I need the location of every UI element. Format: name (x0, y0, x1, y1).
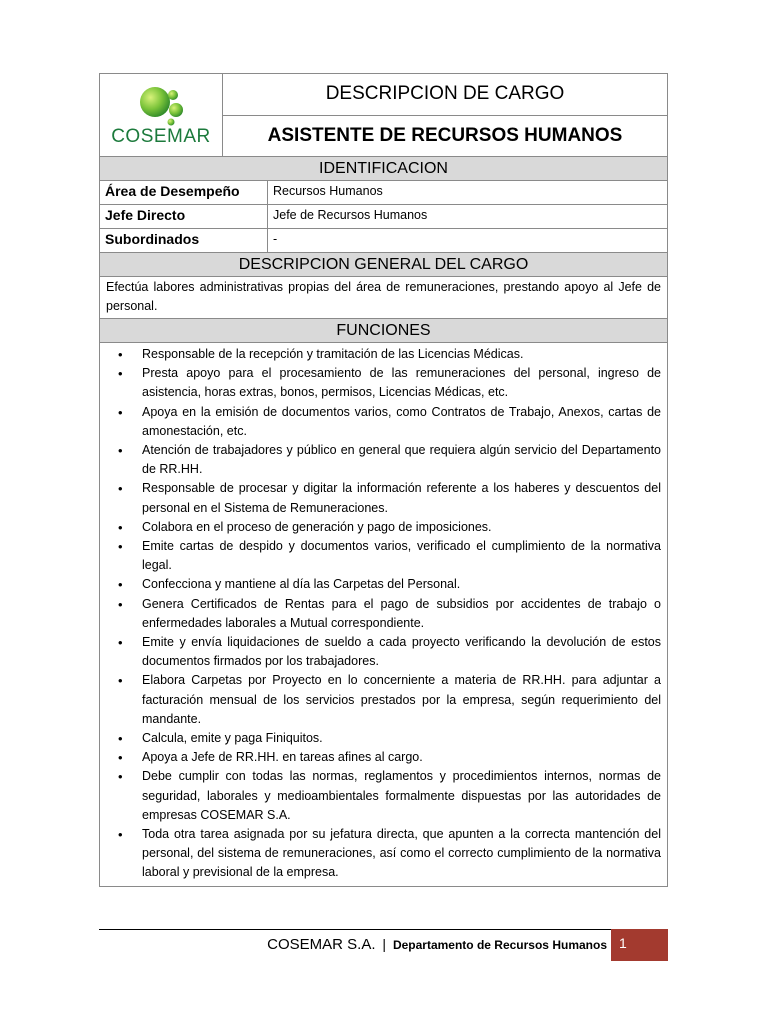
page-number-box (611, 929, 668, 961)
list-item: • Toda otra tarea asignada por su jefatura directa, que apunten a la correcta mantención del personal, del sistema de remuneraciones, así como el correcto cumplimiento de la normativa laboral y previsional de la empresa. (142, 825, 661, 883)
list-item: • Atención de trabajadores y público en general que requiera algún servicio del Departamento de RR.HH. (142, 441, 661, 479)
job-description-table (99, 73, 668, 887)
table-row (100, 229, 668, 253)
table-row (100, 181, 668, 205)
functions-cell (100, 343, 668, 887)
general-description-text: Efectúa labores administrativas propias del área de remuneraciones, prestando apoyo al Jefe de personal. (100, 277, 668, 319)
document-title: DESCRIPCION DE CARGO (223, 74, 668, 116)
row-value: Jefe de Recursos Humanos (268, 205, 668, 229)
section-funciones: FUNCIONES (100, 319, 668, 343)
row-label: Jefe Directo (100, 205, 268, 229)
logo-text: COSEMAR (111, 126, 211, 147)
list-item: • Confecciona y mantiene al día las Carpetas del Personal. (142, 575, 661, 594)
section-descripcion-general: DESCRIPCION GENERAL DEL CARGO (100, 253, 668, 277)
section-identificacion: IDENTIFICACION (100, 157, 668, 181)
list-item: • Apoya en la emisión de documentos varios, como Contratos de Trabajo, Anexos, cartas de amonestación, etc. (142, 403, 661, 441)
row-label: Subordinados (100, 229, 268, 253)
list-item: • Responsable de la recepción y tramitación de las Licencias Médicas. (142, 345, 661, 364)
footer-company: COSEMAR S.A. (267, 936, 376, 953)
list-item: • Presta apoyo para el procesamiento de las remuneraciones del personal, ingreso de asistencia, horas extras, bonos, permisos, Licencias Médicas, etc. (142, 364, 661, 402)
footer-divider (99, 929, 611, 930)
footer-separator: | (382, 936, 387, 952)
row-label: Área de Desempeño (100, 181, 268, 205)
list-item: • Elabora Carpetas por Proyecto en lo concerniente a materia de RR.HH. para adjuntar a facturación mensual de los servicios prestados por la empresa, según requerimiento del mandante. (142, 671, 661, 729)
row-value: Recursos Humanos (268, 181, 668, 205)
row-value: - (268, 229, 668, 253)
list-item: • Colabora en el proceso de generación y pago de imposiciones. (142, 518, 661, 537)
list-item: • Emite y envía liquidaciones de sueldo a cada proyecto verificando la devolución de estos documentos firmados por los trabajadores. (142, 633, 661, 671)
list-item: • Calcula, emite y paga Finiquitos. (142, 729, 661, 748)
functions-list (106, 345, 661, 883)
list-item: • Emite cartas de despido y documentos varios, verificado el cumplimiento de la normativa legal. (142, 537, 661, 575)
logo-cell (100, 74, 223, 157)
footer (99, 936, 607, 953)
footer-department: Departamento de Recursos Humanos (392, 938, 607, 952)
list-item: • Responsable de procesar y digitar la información referente a los haberes y descuentos del personal en el Sistema de Remuneraciones. (142, 479, 661, 517)
list-item: • Genera Certificados de Rentas para el pago de subsidios por accidentes de trabajo o enfermedades laborales a Mutual correspondiente. (142, 595, 661, 633)
position-title: ASISTENTE DE RECURSOS HUMANOS (223, 115, 668, 157)
page-number: 1 (619, 935, 627, 951)
list-item: • Apoya a Jefe de RR.HH. en tareas afines al cargo. (142, 748, 661, 767)
table-row (100, 205, 668, 229)
list-item: • Debe cumplir con todas las normas, reglamentos y procedimientos internos, normas de seguridad, laborales y medioambientales formalmente dispuestas por las autoridades de empresas COSEMAR S.A. (142, 767, 661, 825)
